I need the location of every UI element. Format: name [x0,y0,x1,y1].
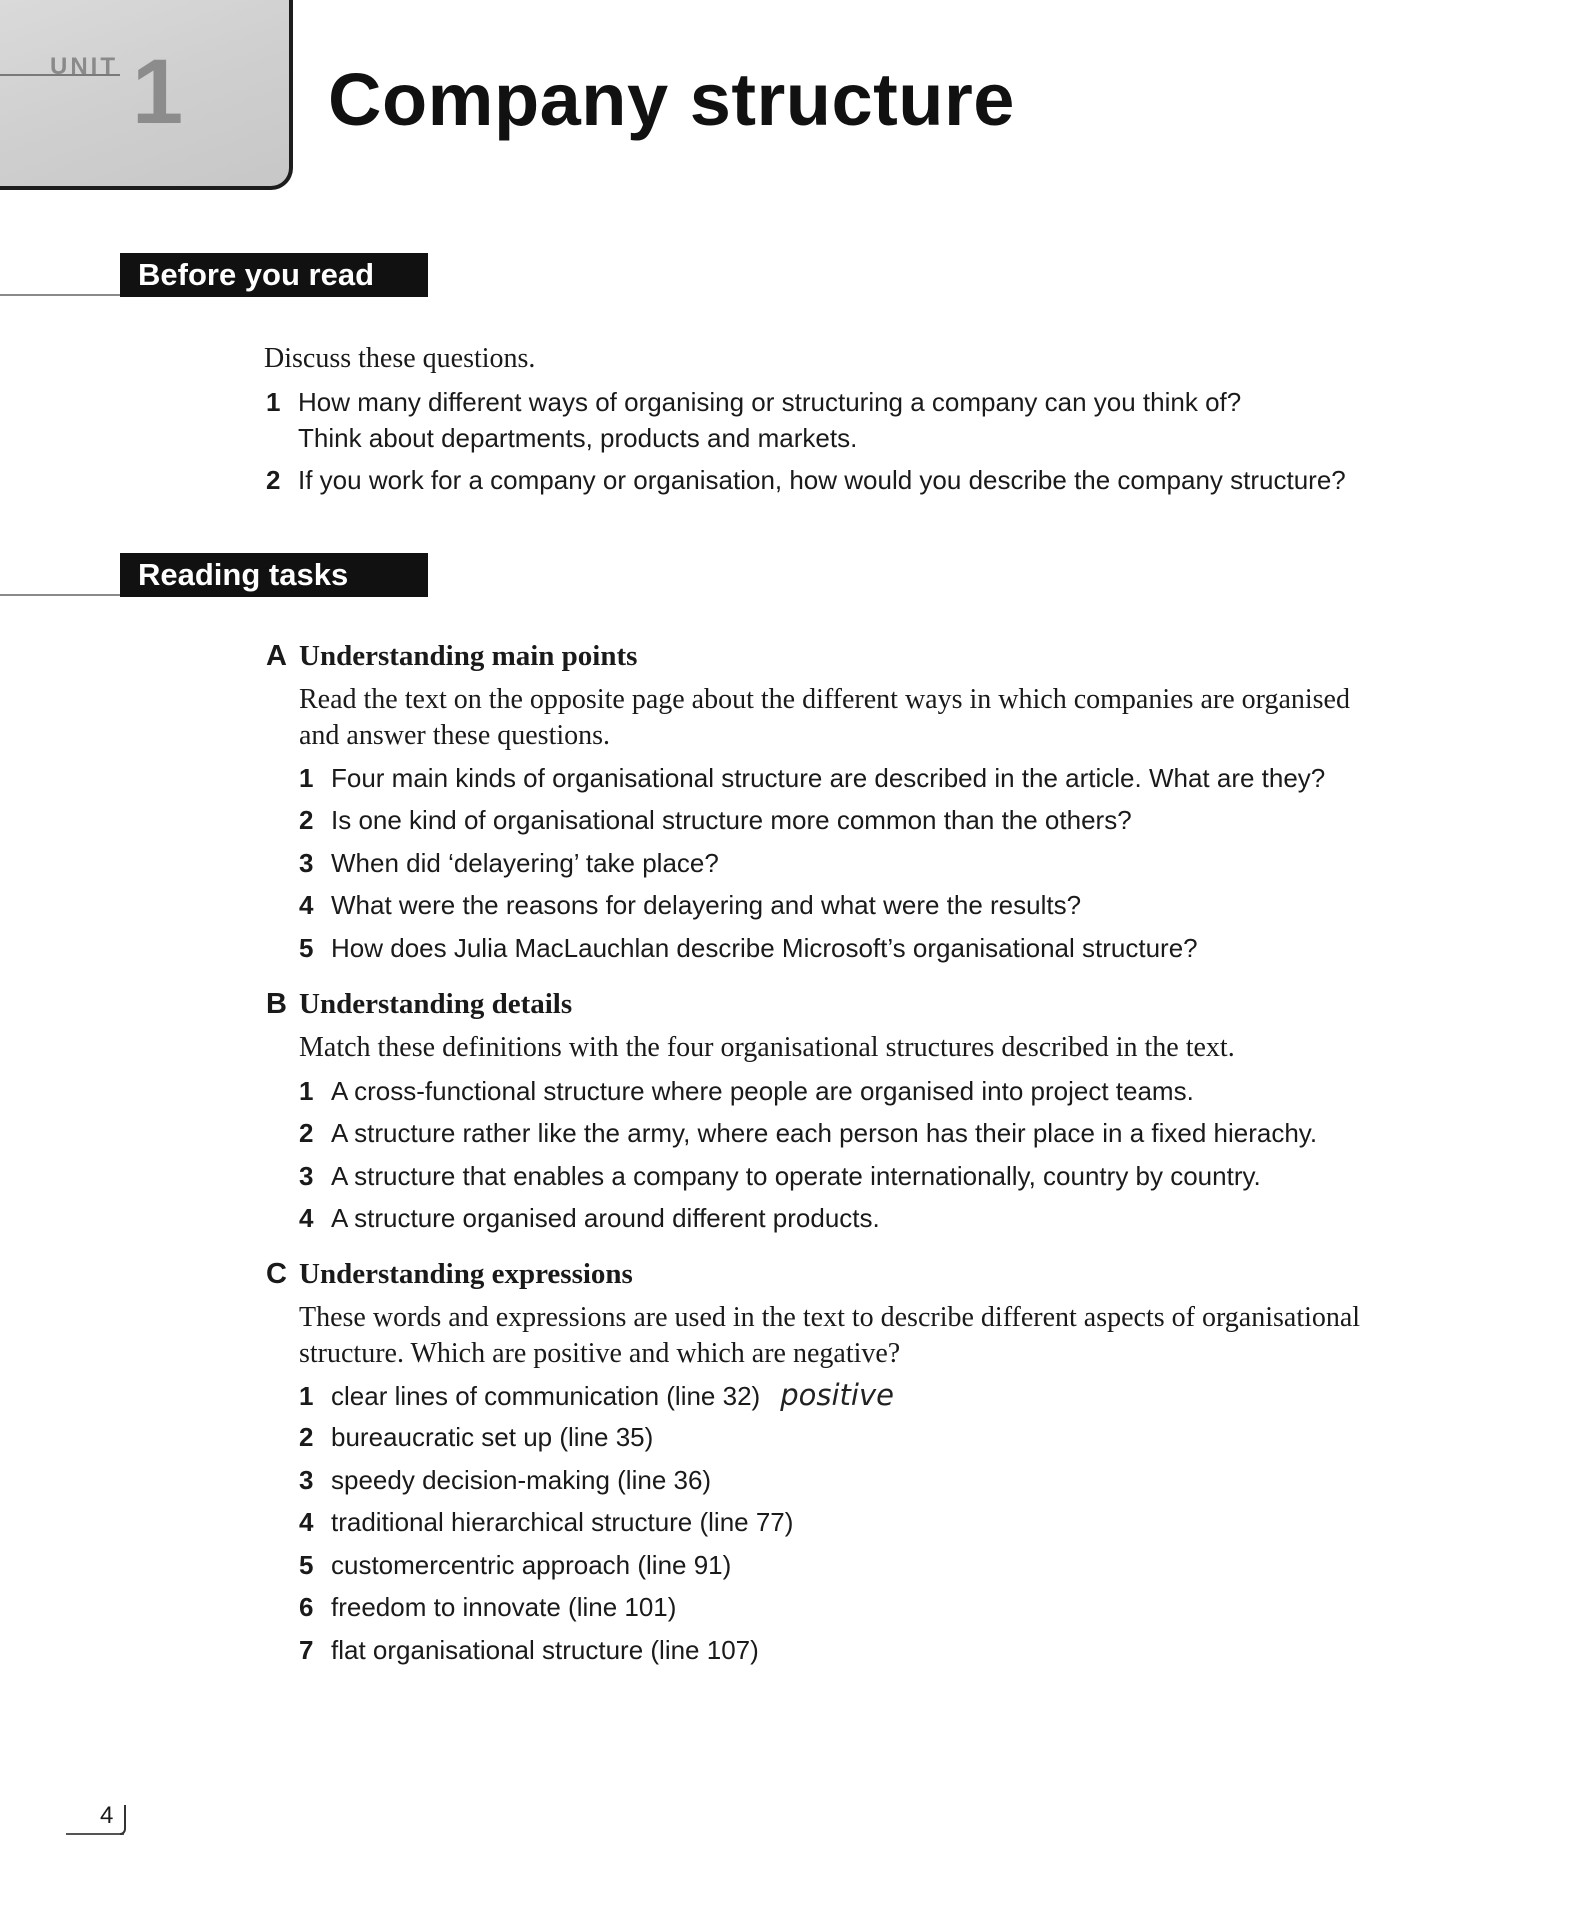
task-b-item [299,1158,1261,1194]
item-number: 2 [299,1422,314,1452]
item-number: 2 [299,805,314,835]
task-b-item [299,1115,1317,1151]
item-text: bureaucratic set up (line 35) [331,1422,654,1452]
item-text: freedom to innovate (line 101) [331,1592,677,1622]
task-title: Understanding main points [299,640,638,672]
item-number: 4 [299,1203,314,1233]
item-text: Four main kinds of organisational structure are described in the article. What are they? [331,763,1326,793]
task-letter: B [266,988,287,1020]
item-number: 5 [299,1550,314,1580]
item-number: 6 [299,1592,314,1622]
item-text: How does Julia MacLauchlan describe Microsoft’s organisational structure? [331,933,1198,963]
task-c-item [299,1419,653,1455]
section-heading-reading-tasks: Reading tasks [120,553,428,597]
task-b-heading [266,988,572,1021]
task-letter: C [266,1258,287,1290]
item-text: Is one kind of organisational structure more common than the others? [331,805,1132,835]
section-rule [0,594,122,596]
instruction-line: Match these definitions with the four organisational structures described in the text. [299,1032,1235,1063]
task-a-item [299,930,1198,966]
section-heading-before-you-read: Before you read [120,253,428,297]
task-c-instructions [299,1300,1360,1372]
handwritten-answer: positive [780,1378,894,1412]
task-c-item [299,1462,711,1498]
instruction-line: These words and expressions are used in the text to describe different aspects of organisational [299,1302,1361,1333]
instruction-line: structure. Which are positive and which are negative? [299,1338,901,1369]
task-a-instructions [299,682,1350,754]
task-a-item [299,760,1325,796]
item-number: 2 [299,1118,314,1148]
task-c-item [299,1547,731,1583]
task-b-item [299,1073,1194,1109]
item-number: 3 [299,1161,314,1191]
item-text: When did ‘delayering’ take place? [331,848,719,878]
item-number: 3 [299,848,314,878]
question-item [266,462,1346,498]
item-text: traditional hierarchical structure (line 77) [331,1507,794,1537]
item-number: 5 [299,933,314,963]
task-b-item [299,1200,880,1236]
task-a-item [299,887,1081,923]
item-text: A structure organised around different products. [331,1203,880,1233]
item-number: 1 [299,763,314,793]
task-letter: A [266,640,287,672]
instruction-line: and answer these questions. [299,720,611,751]
item-text: customercentric approach (line 91) [331,1550,732,1580]
task-a-heading [266,640,637,673]
question-text: If you work for a company or organisation, how would you describe the company structure? [298,465,1346,495]
task-c-item [299,1632,759,1668]
task-b-instructions [299,1030,1235,1066]
page-number-rule [66,1833,124,1835]
question-text: How many different ways of organising or structuring a company can you think of? [298,387,1242,417]
task-c-heading [266,1258,633,1291]
task-c-item [299,1504,793,1540]
section-rule [0,294,122,296]
page-number-bracket [120,1805,126,1835]
item-number: 4 [299,1507,314,1537]
question-item [266,384,1241,456]
item-text: A structure that enables a company to operate internationally, country by country. [331,1161,1261,1191]
page-title: Company structure [328,58,1015,141]
unit-label: UNIT [50,53,118,80]
item-text: clear lines of communication (line 32) [331,1381,761,1411]
unit-number: 1 [132,41,184,143]
question-text-continued: Think about departments, products and markets. [298,423,858,453]
item-text: A cross-functional structure where people are organised into project teams. [331,1076,1194,1106]
item-number: 4 [299,890,314,920]
task-a-item [299,845,719,881]
question-number: 1 [266,387,281,417]
task-title: Understanding expressions [299,1258,633,1290]
instruction-line: Read the text on the opposite page about the different ways in which companies are organised [299,684,1350,715]
item-number: 1 [299,1076,314,1106]
item-number: 3 [299,1465,314,1495]
unit-tab [0,0,293,190]
page-number: 4 [100,1802,114,1829]
task-c-item [299,1589,676,1625]
question-number: 2 [266,465,281,495]
task-a-item [299,802,1132,838]
item-text: speedy decision-making (line 36) [331,1465,712,1495]
item-text: flat organisational structure (line 107) [331,1635,759,1665]
item-text: A structure rather like the army, where each person has their place in a fixed hierachy. [331,1118,1318,1148]
item-number: 1 [299,1381,314,1411]
task-title: Understanding details [299,988,573,1020]
item-text: What were the reasons for delayering and what were the results? [331,890,1082,920]
item-number: 7 [299,1635,314,1665]
task-c-item [299,1377,894,1414]
before-intro: Discuss these questions. [264,343,536,374]
